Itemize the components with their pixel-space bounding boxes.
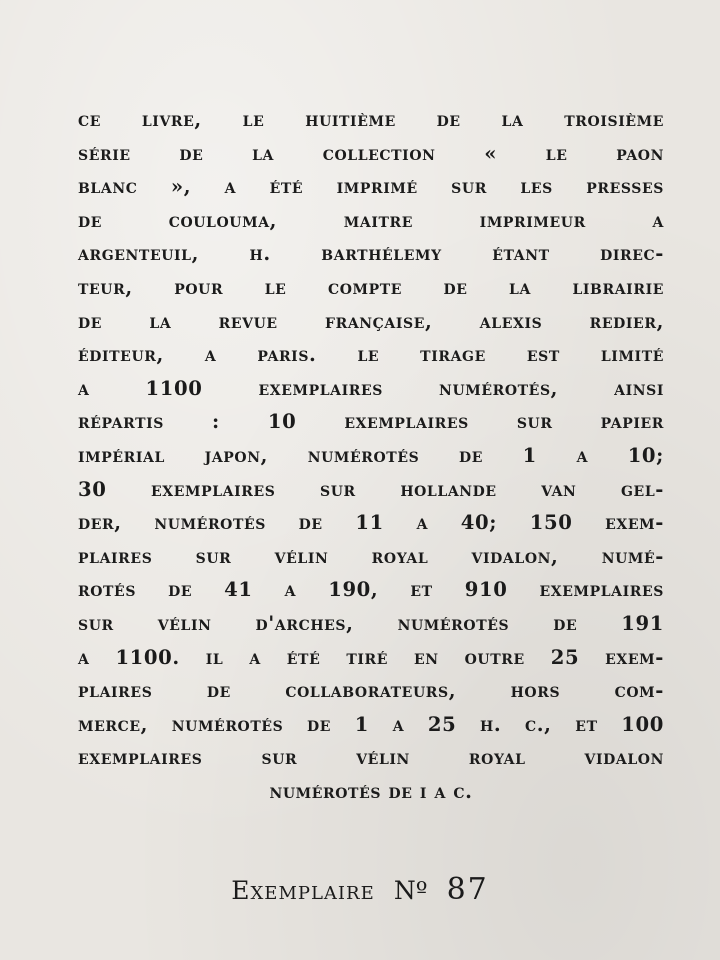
colophon-line: argenteuil, h. barthélemy étant direc- xyxy=(78,242,664,266)
colophon-line: exemplaires sur vélin royal vidalon xyxy=(78,746,664,770)
colophon-line: der, numérotés de 11 a 40; 150 exem- xyxy=(78,511,664,535)
colophon-line: éditeur, a paris. le tirage est limité xyxy=(78,343,664,367)
colophon-line: blanc », a été imprimé sur les presses xyxy=(78,175,664,199)
colophon-line: répartis : 10 exemplaires sur papier xyxy=(78,410,664,434)
colophon-line: a 1100 exemplaires numérotés, ainsi xyxy=(78,376,664,400)
colophon-line: 30 exemplaires sur hollande van gel- xyxy=(78,477,664,501)
colophon-line: a 1100. il a été tiré en outre 25 exem- xyxy=(78,645,664,669)
colophon-line: teur, pour le compte de la librairie xyxy=(78,275,664,299)
colophon-line: série de la collection « le paon xyxy=(78,141,664,165)
copy-number-label: Exemplaire xyxy=(231,876,375,905)
colophon-line: plaires de collaborateurs, hors com- xyxy=(78,679,664,703)
colophon-line: plaires sur vélin royal vidalon, numé- xyxy=(78,544,664,568)
colophon-line: ce livre, le huitième de la troisième xyxy=(78,108,664,131)
colophon-line: sur vélin d'arches, numérotés de 191 xyxy=(78,611,664,635)
colophon-line: de la revue française, alexis redier, xyxy=(78,309,664,333)
colophon-text xyxy=(78,103,664,808)
colophon-line: merce, numérotés de 1 a 25 h. c., et 100 xyxy=(78,712,664,736)
copy-number-value: 87 xyxy=(446,872,489,907)
colophon-line: de coulouma, maitre imprimeur a xyxy=(78,208,664,232)
colophon-line: impérial japon, numérotés de 1 a 10; xyxy=(78,443,664,467)
colophon-line: numérotés de i a c. xyxy=(269,779,473,803)
copy-number-prefix: Nº xyxy=(393,876,428,905)
copy-number xyxy=(0,872,720,907)
colophon-line: rotés de 41 a 190, et 910 exemplaires xyxy=(78,578,664,602)
